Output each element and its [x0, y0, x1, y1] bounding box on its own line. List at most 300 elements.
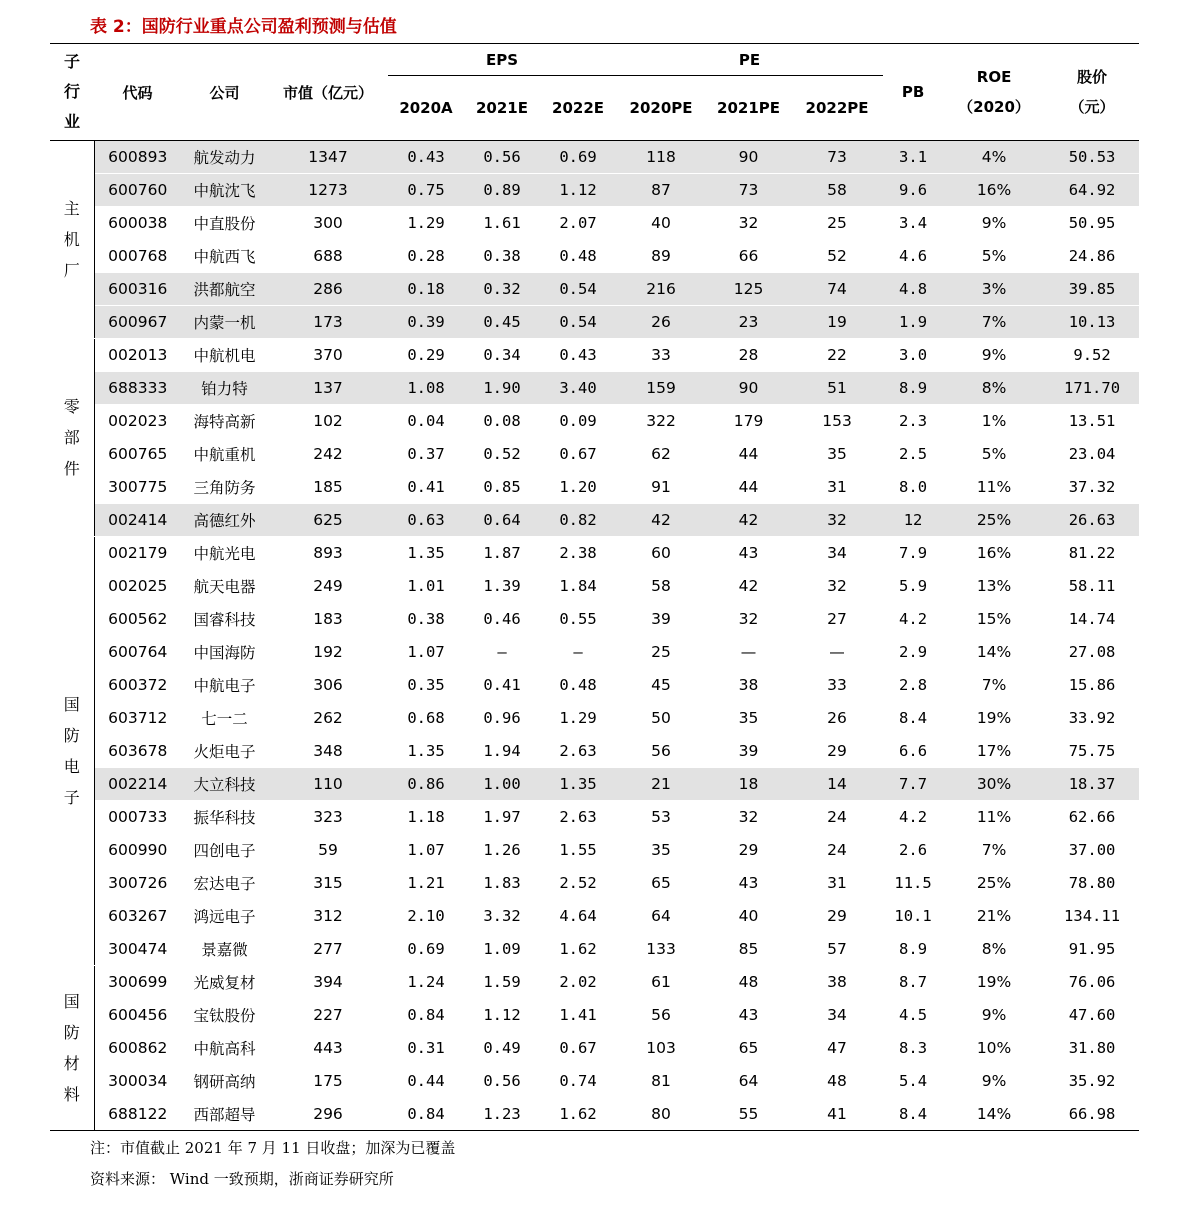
header-pe-2022: 2022PE: [805, 99, 869, 117]
pe-2022: 31: [791, 867, 883, 900]
eps-2020a: 0.37: [388, 438, 464, 471]
table-row: [50, 867, 1139, 900]
roe-value: 11%: [943, 801, 1045, 834]
roe-value: 25%: [943, 504, 1045, 537]
market-cap: 59: [268, 834, 388, 867]
header-market-cap: 市值（亿元）: [268, 44, 388, 141]
stock-price: 171.70: [1045, 372, 1139, 405]
pe-2021: 32: [706, 207, 791, 240]
eps-2020a: 1.21: [388, 867, 464, 900]
eps-2020a: 0.35: [388, 669, 464, 702]
pb-value: 5.4: [883, 1065, 943, 1098]
eps-2022e: 0.48: [540, 240, 616, 273]
eps-2022e: 1.12: [540, 174, 616, 207]
roe-value: 3%: [943, 273, 1045, 306]
stock-price: 18.37: [1045, 768, 1139, 801]
eps-2022e: 2.02: [540, 966, 616, 999]
roe-value: 10%: [943, 1032, 1045, 1065]
eps-2021e: 1.59: [464, 966, 540, 999]
pb-value: 7.7: [883, 768, 943, 801]
roe-value: 30%: [943, 768, 1045, 801]
eps-2022e: 2.38: [540, 537, 616, 570]
stock-code: 000733: [94, 801, 181, 834]
eps-2020a: 1.18: [388, 801, 464, 834]
roe-value: 8%: [943, 372, 1045, 405]
pe-2020: 42: [616, 504, 706, 537]
company-name: 大立科技: [181, 768, 268, 801]
pe-2022: 26: [791, 702, 883, 735]
market-cap: 262: [268, 702, 388, 735]
eps-2020a: 0.84: [388, 1098, 464, 1131]
stock-price: 78.80: [1045, 867, 1139, 900]
stock-code: 600765: [94, 438, 181, 471]
pe-2021: 43: [706, 867, 791, 900]
eps-2022e: 0.43: [540, 339, 616, 372]
eps-2020a: 0.84: [388, 999, 464, 1032]
pb-value: 4.5: [883, 999, 943, 1032]
eps-2022e: 0.54: [540, 273, 616, 306]
pe-2021: 44: [706, 438, 791, 471]
company-name: 三角防务: [181, 471, 268, 504]
stock-code: 600372: [94, 669, 181, 702]
roe-value: 16%: [943, 537, 1045, 570]
pe-2021: 43: [706, 537, 791, 570]
eps-2020a: 1.07: [388, 636, 464, 669]
table-row: [50, 1032, 1139, 1065]
company-name: 中航电子: [181, 669, 268, 702]
pe-2021: 35: [706, 702, 791, 735]
market-cap: 192: [268, 636, 388, 669]
header-price: 股价 （元）: [1045, 44, 1139, 141]
stock-code: 600967: [94, 306, 181, 339]
stock-price: 35.92: [1045, 1065, 1139, 1098]
pe-2021: 42: [706, 504, 791, 537]
eps-2022e: 2.63: [540, 735, 616, 768]
table-row: [50, 438, 1139, 471]
table-title: 表 2：国防行业重点公司盈利预测与估值: [90, 17, 397, 37]
roe-value: 19%: [943, 966, 1045, 999]
pe-2022: 35: [791, 438, 883, 471]
eps-2020a: 0.28: [388, 240, 464, 273]
stock-price: 26.63: [1045, 504, 1139, 537]
pb-value: 1.9: [883, 306, 943, 339]
header-pb: PB: [883, 44, 943, 141]
eps-2021e: 1.09: [464, 933, 540, 966]
pb-value: 8.4: [883, 1098, 943, 1131]
table-row: [50, 966, 1139, 999]
pe-2022: 57: [791, 933, 883, 966]
market-cap: 893: [268, 537, 388, 570]
stock-price: 23.04: [1045, 438, 1139, 471]
pe-2020: 60: [616, 537, 706, 570]
stock-price: 24.86: [1045, 240, 1139, 273]
stock-price: 64.92: [1045, 174, 1139, 207]
eps-2020a: 0.41: [388, 471, 464, 504]
eps-2020a: 0.29: [388, 339, 464, 372]
eps-2022e: 1.29: [540, 702, 616, 735]
pe-2021: 85: [706, 933, 791, 966]
table-row: [50, 603, 1139, 636]
stock-price: 81.22: [1045, 537, 1139, 570]
pe-2021: 179: [706, 405, 791, 438]
pe-2020: 159: [616, 372, 706, 405]
table-row: [50, 999, 1139, 1032]
stock-code: 600764: [94, 636, 181, 669]
table-row: [50, 504, 1139, 537]
pe-2021: 29: [706, 834, 791, 867]
pe-2021: 42: [706, 570, 791, 603]
pb-value: 4.8: [883, 273, 943, 306]
pe-2022: 73: [791, 141, 883, 174]
company-name: 振华科技: [181, 801, 268, 834]
stock-price: 58.11: [1045, 570, 1139, 603]
pe-2022: 31: [791, 471, 883, 504]
pe-2022: 58: [791, 174, 883, 207]
eps-2021e: 0.56: [464, 141, 540, 174]
pe-2021: 43: [706, 999, 791, 1032]
pe-2021: 125: [706, 273, 791, 306]
pe-2020: 58: [616, 570, 706, 603]
eps-2022e: 1.20: [540, 471, 616, 504]
company-name: 航天电器: [181, 570, 268, 603]
eps-2020a: 1.07: [388, 834, 464, 867]
roe-value: 15%: [943, 603, 1045, 636]
eps-2021e: 0.96: [464, 702, 540, 735]
pe-2021: 39: [706, 735, 791, 768]
eps-2021e: 0.38: [464, 240, 540, 273]
table-row: [50, 207, 1139, 240]
header-sub-industry: 子 行 业: [50, 44, 94, 141]
table-row: [50, 933, 1139, 966]
roe-value: 17%: [943, 735, 1045, 768]
pe-2020: 81: [616, 1065, 706, 1098]
pe-2020: 53: [616, 801, 706, 834]
section-label: 国 防 电 子: [50, 537, 94, 966]
eps-2021e: 0.32: [464, 273, 540, 306]
company-name: 海特高新: [181, 405, 268, 438]
eps-2021e: 0.85: [464, 471, 540, 504]
roe-value: 7%: [943, 834, 1045, 867]
stock-code: 300699: [94, 966, 181, 999]
eps-2021e: 0.52: [464, 438, 540, 471]
table-row: [50, 339, 1139, 372]
pe-2021: 28: [706, 339, 791, 372]
stock-code: 600316: [94, 273, 181, 306]
pe-2022: 74: [791, 273, 883, 306]
pe-2021: 40: [706, 900, 791, 933]
market-cap: 296: [268, 1098, 388, 1131]
pb-value: 6.6: [883, 735, 943, 768]
pb-value: 10.1: [883, 900, 943, 933]
market-cap: 183: [268, 603, 388, 636]
company-name: 宝钛股份: [181, 999, 268, 1032]
pe-2022: 153: [791, 405, 883, 438]
roe-value: 9%: [943, 1065, 1045, 1098]
company-name: 光威复材: [181, 966, 268, 999]
stock-code: 600862: [94, 1032, 181, 1065]
header-code: 代码: [94, 44, 181, 141]
eps-2022e: 4.64: [540, 900, 616, 933]
eps-2021e: 1.26: [464, 834, 540, 867]
stock-price: 14.74: [1045, 603, 1139, 636]
pb-value: 11.5: [883, 867, 943, 900]
header-eps-group: EPS: [388, 44, 616, 76]
pb-value: 2.6: [883, 834, 943, 867]
pe-2021: 90: [706, 372, 791, 405]
eps-2022e: 0.48: [540, 669, 616, 702]
stock-price: 37.00: [1045, 834, 1139, 867]
company-name: 钢研高纳: [181, 1065, 268, 1098]
eps-2020a: 0.31: [388, 1032, 464, 1065]
eps-2021e: 1.12: [464, 999, 540, 1032]
table-row: [50, 1098, 1139, 1131]
eps-2020a: 0.38: [388, 603, 464, 636]
market-cap: 110: [268, 768, 388, 801]
eps-2022e: 0.69: [540, 141, 616, 174]
pb-value: 2.9: [883, 636, 943, 669]
company-name: 七一二: [181, 702, 268, 735]
stock-price: 62.66: [1045, 801, 1139, 834]
stock-price: 37.32: [1045, 471, 1139, 504]
stock-price: 134.11: [1045, 900, 1139, 933]
table-row: [50, 900, 1139, 933]
pb-value: 8.9: [883, 372, 943, 405]
eps-2021e: 0.45: [464, 306, 540, 339]
table-row: [50, 537, 1139, 570]
pe-2020: 133: [616, 933, 706, 966]
header-company: 公司: [181, 44, 268, 141]
pb-value: 8.4: [883, 702, 943, 735]
market-cap: 306: [268, 669, 388, 702]
eps-2021e: 1.00: [464, 768, 540, 801]
pb-value: 8.3: [883, 1032, 943, 1065]
eps-2022e: 0.09: [540, 405, 616, 438]
pb-value: 7.9: [883, 537, 943, 570]
eps-2021e: 1.61: [464, 207, 540, 240]
eps-2021e: 3.32: [464, 900, 540, 933]
header-roe: ROE （2020）: [943, 44, 1045, 141]
stock-price: 9.52: [1045, 339, 1139, 372]
stock-price: 33.92: [1045, 702, 1139, 735]
market-cap: 370: [268, 339, 388, 372]
stock-price: 47.60: [1045, 999, 1139, 1032]
market-cap: 102: [268, 405, 388, 438]
section-label: 零 部 件: [50, 339, 94, 537]
pb-value: 2.5: [883, 438, 943, 471]
company-name: 中航机电: [181, 339, 268, 372]
company-name: 中直股份: [181, 207, 268, 240]
pe-2021: 48: [706, 966, 791, 999]
roe-value: 25%: [943, 867, 1045, 900]
market-cap: 312: [268, 900, 388, 933]
eps-2021e: 1.83: [464, 867, 540, 900]
pe-2020: 64: [616, 900, 706, 933]
stock-code: 688333: [94, 372, 181, 405]
stock-price: 50.95: [1045, 207, 1139, 240]
roe-value: 19%: [943, 702, 1045, 735]
table-row: [50, 801, 1139, 834]
pe-2020: 56: [616, 735, 706, 768]
company-name: 景嘉微: [181, 933, 268, 966]
pe-2022: 32: [791, 570, 883, 603]
eps-2020a: 1.35: [388, 735, 464, 768]
pe-2022: 41: [791, 1098, 883, 1131]
pb-value: 8.9: [883, 933, 943, 966]
roe-value: 5%: [943, 438, 1045, 471]
roe-value: 11%: [943, 471, 1045, 504]
market-cap: 443: [268, 1032, 388, 1065]
pe-2020: 56: [616, 999, 706, 1032]
stock-code: 300474: [94, 933, 181, 966]
pe-2021: 65: [706, 1032, 791, 1065]
eps-2020a: 1.35: [388, 537, 464, 570]
company-name: 国睿科技: [181, 603, 268, 636]
eps-2021e: 0.89: [464, 174, 540, 207]
eps-2020a: 0.75: [388, 174, 464, 207]
pe-2021: 90: [706, 141, 791, 174]
pe-2022: 22: [791, 339, 883, 372]
table-body: [50, 141, 1139, 1131]
eps-2020a: 1.29: [388, 207, 464, 240]
pe-2022: 34: [791, 537, 883, 570]
eps-2022e: 1.55: [540, 834, 616, 867]
eps-2021e: 0.49: [464, 1032, 540, 1065]
company-name: 洪都航空: [181, 273, 268, 306]
stock-code: 600990: [94, 834, 181, 867]
table-row: [50, 471, 1139, 504]
stock-code: 002179: [94, 537, 181, 570]
eps-2022e: 1.62: [540, 1098, 616, 1131]
stock-code: 000768: [94, 240, 181, 273]
market-cap: 1273: [268, 174, 388, 207]
table-row: [50, 1065, 1139, 1098]
pe-2022: 34: [791, 999, 883, 1032]
market-cap: 242: [268, 438, 388, 471]
eps-2022e: 1.84: [540, 570, 616, 603]
stock-code: 603712: [94, 702, 181, 735]
pe-2021: 32: [706, 801, 791, 834]
eps-2020a: 2.10: [388, 900, 464, 933]
header-pe-2021: 2021PE: [717, 99, 781, 117]
pb-value: 2.3: [883, 405, 943, 438]
eps-2021e: 1.94: [464, 735, 540, 768]
roe-value: 1%: [943, 405, 1045, 438]
stock-price: 27.08: [1045, 636, 1139, 669]
pb-value: 8.0: [883, 471, 943, 504]
pe-2020: 21: [616, 768, 706, 801]
stock-code: 600456: [94, 999, 181, 1032]
source-note: 资料来源： Wind 一致预期，浙商证券研究所: [90, 1170, 394, 1188]
market-cap: 185: [268, 471, 388, 504]
company-name: 内蒙一机: [181, 306, 268, 339]
pe-2022: 48: [791, 1065, 883, 1098]
company-name: 火炬电子: [181, 735, 268, 768]
pe-2021: 32: [706, 603, 791, 636]
pe-2020: 103: [616, 1032, 706, 1065]
table-row: [50, 702, 1139, 735]
eps-2021e: 0.41: [464, 669, 540, 702]
company-name: 西部超导: [181, 1098, 268, 1131]
stock-code: 002214: [94, 768, 181, 801]
table-row: [50, 570, 1139, 603]
stock-price: 76.06: [1045, 966, 1139, 999]
pe-2022: 29: [791, 900, 883, 933]
table-row: [50, 834, 1139, 867]
stock-code: 600038: [94, 207, 181, 240]
pe-2020: 118: [616, 141, 706, 174]
table-row: [50, 372, 1139, 405]
pe-2022: 51: [791, 372, 883, 405]
valuation-table: [50, 43, 1139, 1131]
company-name: 中航西飞: [181, 240, 268, 273]
eps-2022e: —: [540, 636, 616, 669]
pe-2022: 24: [791, 801, 883, 834]
stock-code: 002023: [94, 405, 181, 438]
eps-2022e: 1.35: [540, 768, 616, 801]
eps-2021e: —: [464, 636, 540, 669]
stock-price: 75.75: [1045, 735, 1139, 768]
eps-2021e: 1.39: [464, 570, 540, 603]
stock-code: 600562: [94, 603, 181, 636]
eps-2021e: 1.23: [464, 1098, 540, 1131]
company-name: 鸿远电子: [181, 900, 268, 933]
header-eps-2020a: 2020A: [399, 99, 453, 117]
market-cap: 277: [268, 933, 388, 966]
eps-2020a: 0.18: [388, 273, 464, 306]
eps-2022e: 0.82: [540, 504, 616, 537]
pe-2020: 65: [616, 867, 706, 900]
table-row: [50, 240, 1139, 273]
pe-2020: 322: [616, 405, 706, 438]
company-name: 中航光电: [181, 537, 268, 570]
pe-2020: 26: [616, 306, 706, 339]
section-label: 国 防 材 料: [50, 966, 94, 1131]
market-cap: 227: [268, 999, 388, 1032]
roe-value: 7%: [943, 306, 1045, 339]
eps-2020a: 0.39: [388, 306, 464, 339]
roe-value: 13%: [943, 570, 1045, 603]
pe-2022: 32: [791, 504, 883, 537]
stock-price: 39.85: [1045, 273, 1139, 306]
pe-2021: 18: [706, 768, 791, 801]
stock-code: 002414: [94, 504, 181, 537]
company-name: 中航重机: [181, 438, 268, 471]
pe-2022: 29: [791, 735, 883, 768]
roe-value: 16%: [943, 174, 1045, 207]
pe-2022: 47: [791, 1032, 883, 1065]
eps-2021e: 0.34: [464, 339, 540, 372]
pe-2020: 80: [616, 1098, 706, 1131]
eps-2022e: 0.54: [540, 306, 616, 339]
pb-value: 4.6: [883, 240, 943, 273]
pe-2022: 52: [791, 240, 883, 273]
pb-value: 5.9: [883, 570, 943, 603]
eps-2021e: 0.56: [464, 1065, 540, 1098]
eps-2020a: 0.69: [388, 933, 464, 966]
pe-2020: 25: [616, 636, 706, 669]
eps-2021e: 1.97: [464, 801, 540, 834]
market-cap: 688: [268, 240, 388, 273]
eps-2022e: 3.40: [540, 372, 616, 405]
footnote: 注：市值截止 2021 年 7 月 11 日收盘；加深为已覆盖: [90, 1139, 456, 1157]
eps-2022e: 0.74: [540, 1065, 616, 1098]
table-row: [50, 141, 1139, 174]
stock-code: 002013: [94, 339, 181, 372]
header-eps-2022e: 2022E: [552, 99, 605, 117]
market-cap: 315: [268, 867, 388, 900]
pe-2020: 89: [616, 240, 706, 273]
stock-code: 600893: [94, 141, 181, 174]
